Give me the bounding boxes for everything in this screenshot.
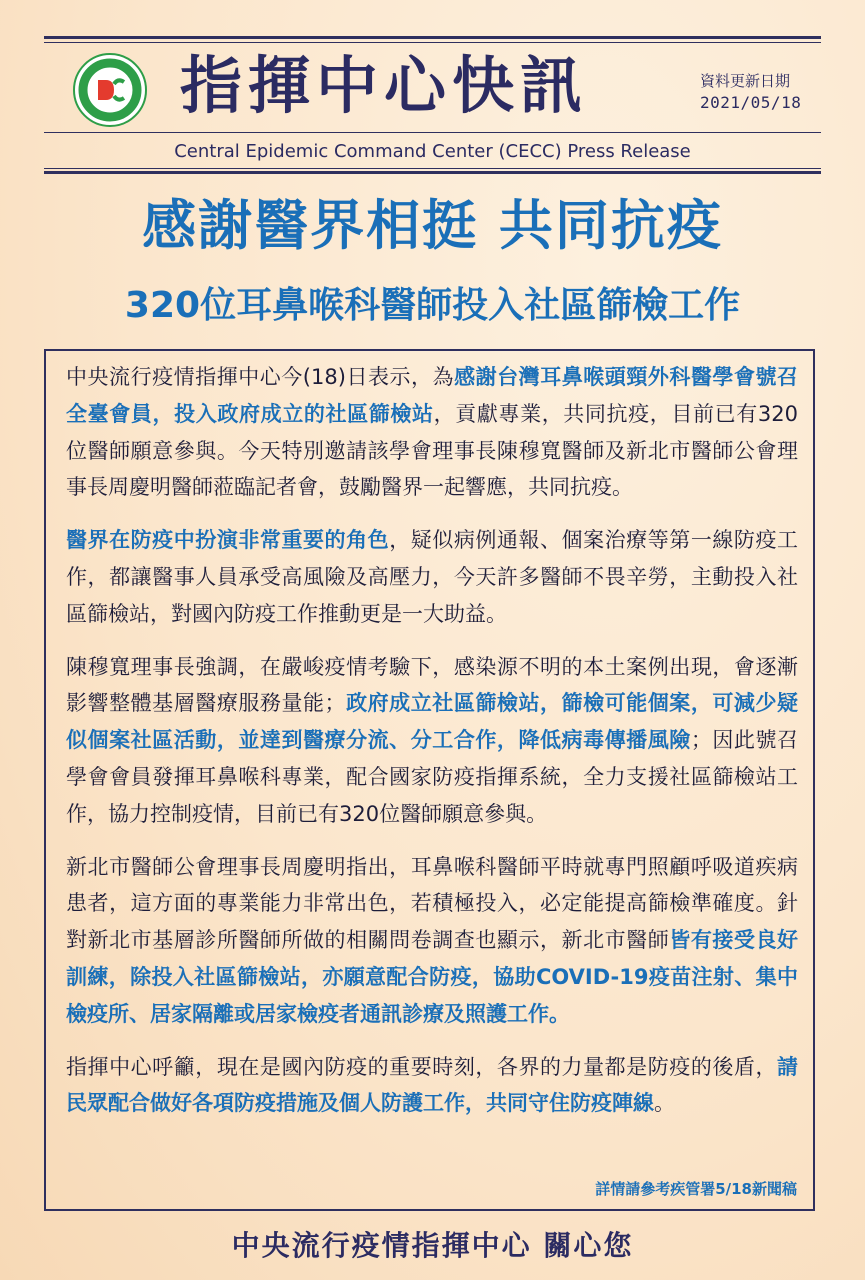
paragraph-2 (66, 522, 798, 632)
reference-footnote: 詳情請參考疾管署5/18新聞稿 (595, 1180, 797, 1198)
p1-seg-0: 中央流行疫情指揮中心今(18)日表示，為 (66, 365, 455, 389)
p5-seg-1: 請民眾配合做好各項防疫措施及個人防護工作，共同守住防疫陣線 (66, 1054, 798, 1116)
top-rule-thin (44, 42, 821, 43)
p1-seg-1: 感謝台灣耳鼻喉頭頸外科醫學會號召全臺會員，投入政府成立的社區篩檢站 (66, 365, 799, 426)
p3-seg-2: ；因此號召學會會員發揮耳鼻喉科專業，配合國家防疫指揮系統，全力支援社區篩檢站工作，協力控制疫情，目前已有320位醫師願意參與。 (66, 728, 799, 826)
p5-seg-0: 指揮中心呼籲，現在是國內防疫的重要時刻，各界的力量都是防疫的後盾， (66, 1054, 777, 1079)
headline-secondary: 320位耳鼻喉科醫師投入社區篩檢工作 (124, 285, 741, 326)
update-date-value: 2021/05/18 (700, 93, 802, 112)
cdc-logo (72, 52, 148, 128)
p5-seg-2: 。 (654, 1091, 675, 1116)
headline-primary: 感謝醫界相挺 共同抗疫 (142, 194, 723, 257)
paragraph-4 (66, 849, 798, 1033)
subtitle-rule-top (44, 132, 821, 133)
cecc-subtitle: Central Epidemic Command Center (CECC) Press Release (174, 141, 691, 162)
p2-seg-0: 醫界在防疫中扮演非常重要的角色 (66, 528, 390, 553)
body-text-column (66, 359, 798, 1138)
p4-seg-0: 新北市醫師公會理事長周慶明指出，耳鼻喉科醫師平時就專門照顧呼吸道疾病患者，這方面的專業能力非常出色，若積極投入，必定能提高篩檢準確度。針對新北市基層診所醫師所做的相關問卷調查也顯示，新北市醫師 (66, 854, 798, 953)
top-rule-thick (44, 36, 821, 39)
update-date-label: 資料更新日期 (700, 72, 791, 90)
subtitle-rule-bottom-thick (44, 171, 821, 174)
p1-seg-2: ，貢獻專業，共同抗疫，目前已有320位醫師願意參與。今天特別邀請該學會理事長陳穆寬醫師及新北市醫師公會理事長周慶明醫師蒞臨記者會，鼓勵醫界一起響應，共同抗疫。 (66, 401, 798, 500)
p4-seg-1: 皆有接受良好訓練，除投入社區篩檢站，亦願意配合防疫，協助COVID-19疫苗注射、集中檢疫所、居家隔離或居家檢疫者通訊診療及照護工作。 (66, 928, 799, 1026)
press-release-body (44, 349, 815, 1211)
masthead-title: 指揮中心快訊 (180, 49, 589, 122)
p3-seg-1: 政府成立社區篩檢站，篩檢可能個案，可減少疑似個案社區活動，並達到醫療分流、分工合作，降低病毒傳播風險 (66, 691, 798, 753)
paragraph-3 (66, 649, 798, 833)
p2-seg-1: ，疑似病例通報、個案治療等第一線防疫工作，都讓醫事人員承受高風險及高壓力，今天許多醫師不畏辛勞，主動投入社區篩檢站，對國內防疫工作推動更是一大助益。 (66, 528, 799, 626)
footer-slogan: 中央流行疫情指揮中心 關心您 (231, 1229, 634, 1262)
subtitle-rule-bottom-thin (44, 168, 821, 169)
paragraph-1 (66, 359, 798, 506)
p3-seg-0: 陳穆寬理事長強調，在嚴峻疫情考驗下，感染源不明的本土案例出現，會逐漸影響整體基層醫療服務量能； (66, 654, 798, 716)
paragraph-5 (66, 1049, 798, 1123)
